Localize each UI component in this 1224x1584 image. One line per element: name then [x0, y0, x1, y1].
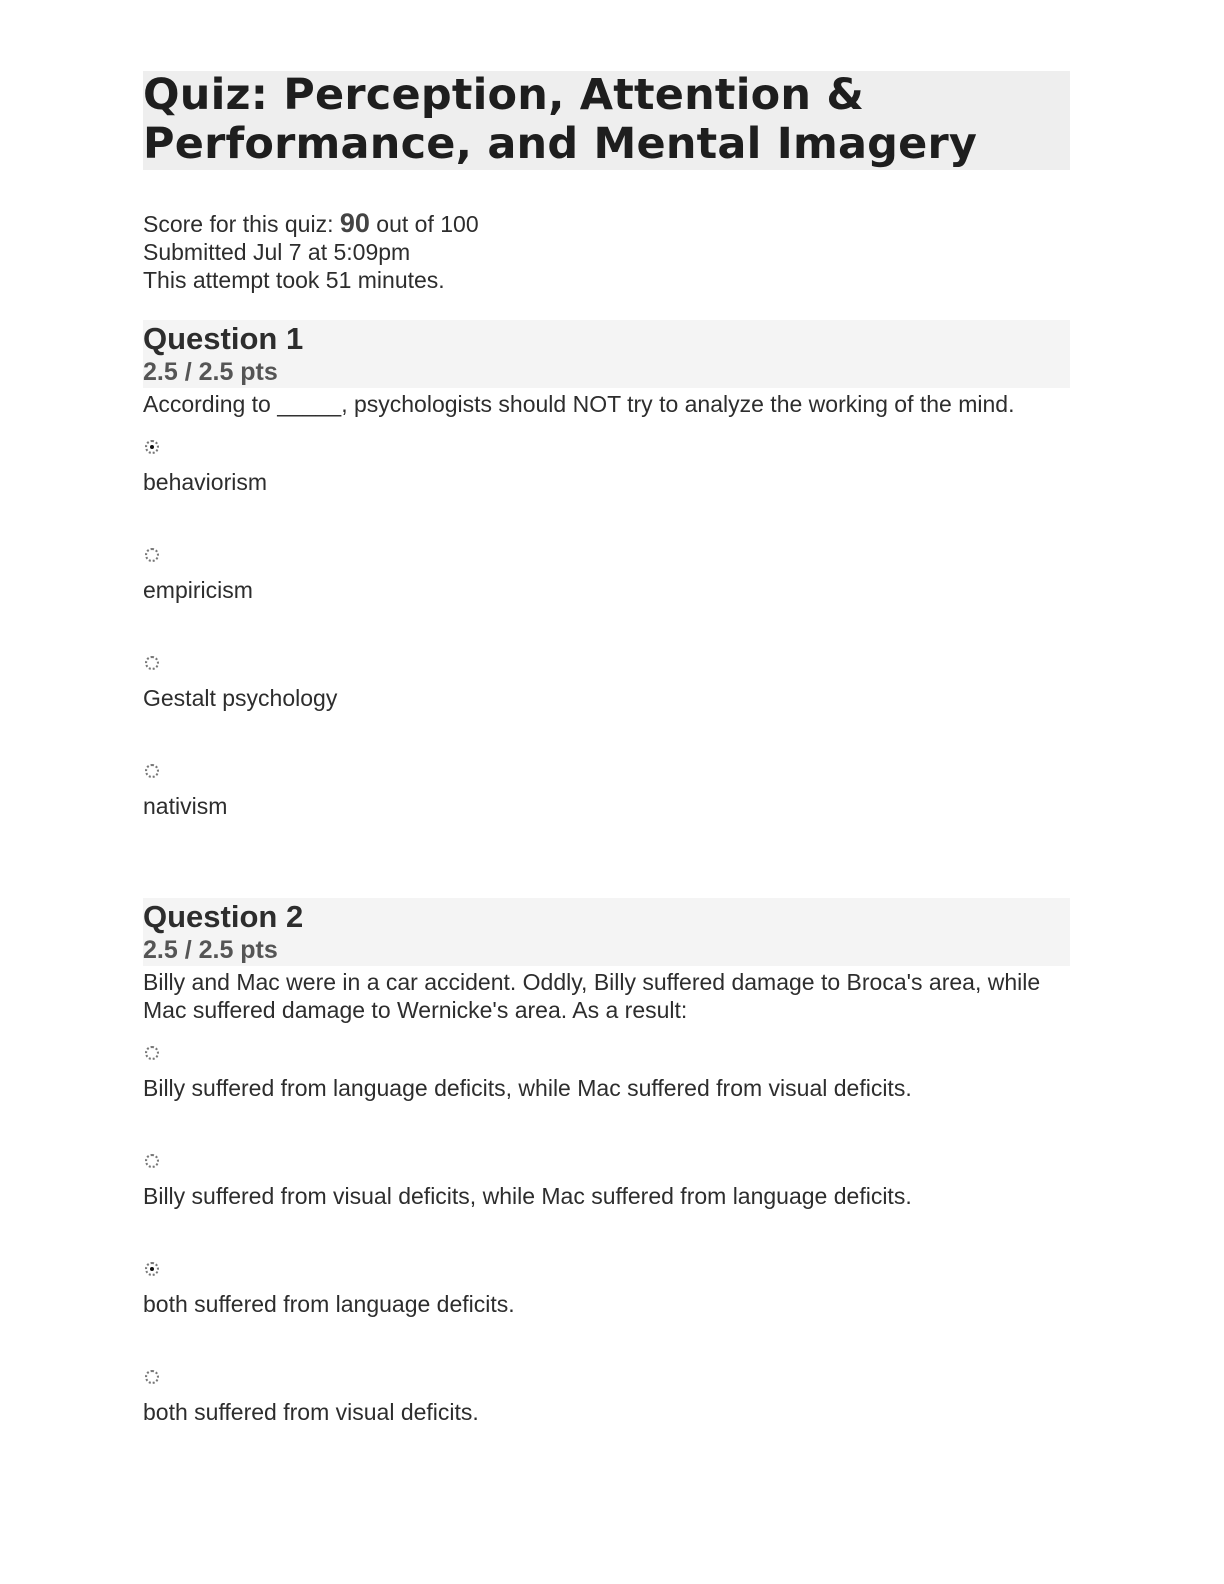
quiz-page — [143, 71, 1070, 1456]
answer-option[interactable] — [143, 1132, 1070, 1240]
radio-icon[interactable] — [145, 1046, 159, 1060]
score-line — [143, 209, 1070, 238]
question-title: Question 1 — [143, 321, 304, 356]
radio-icon[interactable] — [145, 1154, 159, 1168]
duration-line: This attempt took 51 minutes. — [143, 267, 445, 293]
answer-option[interactable] — [143, 1348, 1070, 1456]
question-header — [143, 320, 1070, 388]
answer-label: empiricism — [143, 577, 253, 603]
question-title: Question 2 — [143, 899, 304, 934]
answer-option[interactable] — [143, 418, 1070, 526]
submitted-line: Submitted Jul 7 at 5:09pm — [143, 239, 411, 265]
page-title: Quiz: Perception, Attention & Performance, and Mental Imagery — [143, 71, 1070, 170]
question-text: According to _____, psychologists should NOT try to analyze the working of the mind. — [143, 391, 1015, 417]
question-2 — [143, 898, 1070, 1456]
radio-selected-icon[interactable] — [145, 440, 159, 454]
answer-option[interactable] — [143, 526, 1070, 634]
question-header — [143, 898, 1070, 966]
question-points: 2.5 / 2.5 pts — [143, 936, 278, 964]
score-suffix: out of 100 — [369, 211, 479, 237]
radio-icon[interactable] — [145, 548, 159, 562]
radio-icon[interactable] — [145, 764, 159, 778]
answer-label: Billy suffered from language deficits, while Mac suffered from visual deficits. — [143, 1075, 912, 1101]
question-points: 2.5 / 2.5 pts — [143, 358, 278, 386]
answer-label: nativism — [143, 793, 228, 819]
answer-option[interactable] — [143, 742, 1070, 850]
answer-label: Billy suffered from visual deficits, while Mac suffered from language deficits. — [143, 1183, 912, 1209]
radio-icon[interactable] — [145, 1370, 159, 1384]
question-1 — [143, 320, 1070, 850]
answer-label: both suffered from language deficits. — [143, 1291, 515, 1317]
answer-option[interactable] — [143, 634, 1070, 742]
radio-selected-icon[interactable] — [145, 1262, 159, 1276]
answer-option[interactable] — [143, 1024, 1070, 1132]
answer-option[interactable] — [143, 1240, 1070, 1348]
score-value: 90 — [339, 208, 370, 238]
score-prefix: Score for this quiz: — [143, 211, 340, 237]
answer-label: both suffered from visual deficits. — [143, 1399, 479, 1425]
radio-icon[interactable] — [145, 656, 159, 670]
quiz-summary — [143, 209, 1070, 294]
answer-label: behaviorism — [143, 469, 267, 495]
answer-label: Gestalt psychology — [143, 685, 338, 711]
question-text: Billy and Mac were in a car accident. Oddly, Billy suffered damage to Broca's area, while Mac suffered damage to Wernicke's area. As a result: — [143, 969, 1041, 1023]
